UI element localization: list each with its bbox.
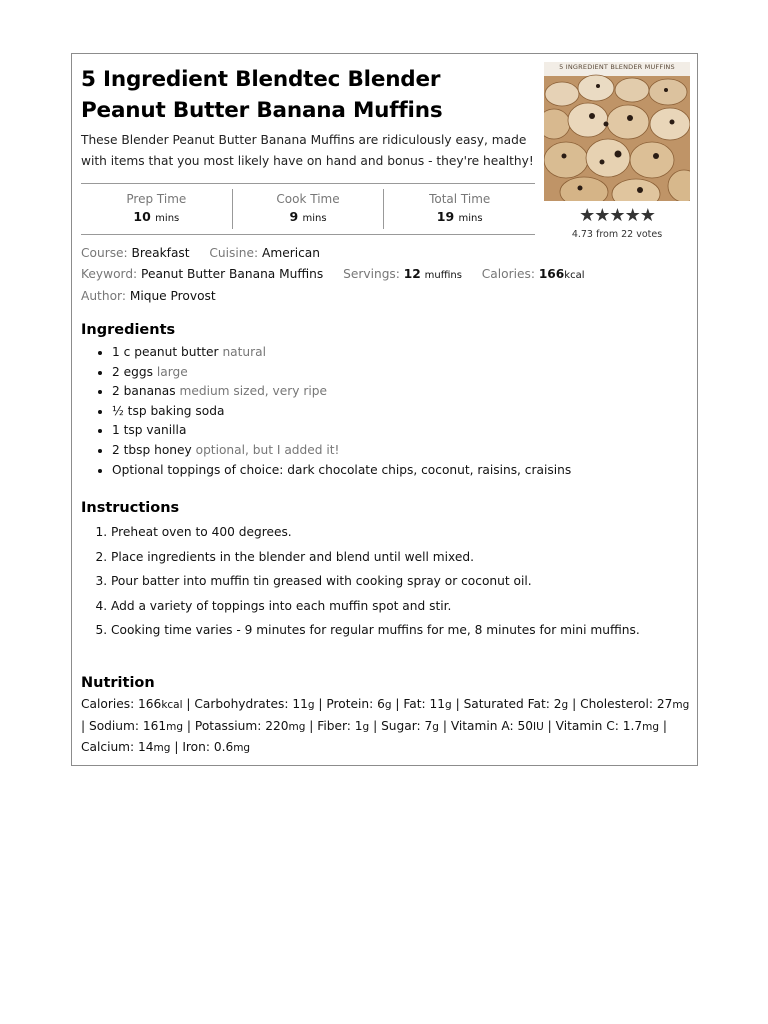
nutrition-label: Fiber:: [317, 718, 355, 733]
nutrition-value: 2: [553, 697, 562, 711]
nutrition-item: [81, 740, 170, 754]
nutrition-unit: g: [384, 699, 392, 711]
nutrition-unit: g: [445, 699, 452, 711]
keyword-label: Keyword:: [81, 266, 138, 281]
nutrition-unit: mg: [233, 742, 251, 754]
ingredient-note: natural: [222, 345, 266, 359]
ingredient-item: [112, 421, 571, 441]
ingredient-name: bananas: [123, 384, 176, 399]
total-time-number: 19: [436, 209, 455, 224]
nutrition-value: 6: [377, 697, 385, 711]
ingredient-name: peanut butter: [134, 345, 219, 359]
nutrition-value: 14: [138, 740, 154, 754]
ingredient-amount: 2: [112, 384, 120, 399]
cuisine-value: American: [261, 246, 320, 260]
cook-time-label: Cook Time: [276, 192, 340, 206]
nutrition-label: Protein:: [326, 697, 378, 711]
nutrition-value: 11: [292, 697, 308, 711]
author-value: Mique Provost: [129, 289, 216, 303]
ingredient-item: [112, 382, 571, 402]
nutrition-item: [326, 697, 391, 711]
cook-time-value: [233, 207, 384, 228]
nutrition-item: [451, 719, 544, 733]
ingredient-item: [112, 461, 571, 481]
recipe-title: 5 Ingredient Blendtec Blender Peanut Butter Banana Muffins: [81, 67, 443, 123]
muffins-image: [544, 62, 690, 201]
nutrition-unit: g: [362, 720, 370, 733]
servings-unit: muffins: [424, 269, 462, 281]
calories-value: 166: [538, 266, 565, 281]
ingredients-heading: Ingredients: [81, 322, 176, 338]
nutrition-label: Sugar:: [381, 718, 425, 733]
ingredient-name: baking soda: [150, 403, 225, 418]
calories-label: Calories:: [481, 266, 535, 281]
nutrition-unit: mg: [672, 699, 690, 711]
nutrition-item: [381, 719, 439, 733]
ingredient-item: [112, 402, 571, 422]
prep-time-label: Prep Time: [126, 192, 187, 206]
meta-row-course: [81, 243, 601, 264]
ingredient-amount: 2 tbsp: [112, 442, 151, 457]
ingredient-item: [112, 363, 571, 383]
meta-row-author: [81, 286, 601, 307]
prep-time-number: 10: [133, 209, 151, 224]
nutrition-item: [464, 697, 569, 711]
recipe-card: [71, 53, 698, 766]
nutrition-item: [556, 719, 659, 733]
nutrition-unit: mg: [288, 720, 306, 733]
ingredient-item: [112, 441, 571, 461]
author-label: Author:: [81, 289, 126, 303]
nutrition-facts: Calories: 166kcal | Carbohydrates: 11g | Protein: 6g | Fat: 11g | Saturated Fat: 2g | Cholesterol: 27mg | Sodium: 161mg | Potassium: 220mg | Fiber: 1g | Sugar: 7g | Vitamin A: 50IU | Vitamin C: 1.7mg | Calcium: 14mg | Iron: 0.6mg: [81, 697, 690, 754]
recipe-summary: These Blender Peanut Butter Banana Muffins are ridiculously easy, made with items that you most likely have on hand and bonus - they're healthy!: [81, 133, 534, 168]
calories-unit: kcal: [564, 269, 585, 281]
servings-label: Servings:: [343, 266, 400, 281]
rating-votes: 4.73 from 22 votes: [571, 229, 663, 240]
nutrition-label: Vitamin C:: [555, 718, 623, 733]
nutrition-unit: mg: [153, 742, 171, 754]
nutrition-label: Calcium:: [81, 740, 139, 754]
nutrition-item: [403, 697, 451, 711]
total-time-value: [384, 207, 535, 228]
nutrition-label: Vitamin A:: [450, 718, 518, 733]
ingredient-name: honey: [154, 442, 192, 457]
nutrition-value: 1.7: [622, 718, 643, 733]
prep-time-value: [81, 207, 232, 228]
instruction-step: 2. Place ingredients in the blender and blend until well mixed.: [111, 545, 640, 570]
total-time-unit: mins: [458, 213, 483, 224]
nutrition-unit: g: [432, 720, 439, 733]
nutrition-label: Sodium:: [88, 718, 143, 733]
nutrition-value: 27: [656, 697, 673, 711]
nutrition-label: Potassium:: [194, 718, 266, 733]
keyword-value: Peanut Butter Banana Muffins: [141, 266, 324, 281]
ingredient-note: medium sized, very ripe: [179, 384, 327, 399]
nutrition-value: 220: [265, 718, 289, 733]
recipe-meta: [81, 243, 601, 307]
nutrition-unit: mg: [166, 720, 184, 733]
servings-value[interactable]: 12: [403, 266, 421, 281]
nutrition-value: 11: [429, 697, 446, 711]
nutrition-label: Cholesterol:: [580, 697, 657, 711]
recipe-times: [81, 183, 535, 235]
recipe-rating[interactable]: [544, 206, 690, 240]
ingredient-amount: 1 tsp: [112, 423, 143, 438]
nutrition-label: Saturated Fat:: [463, 697, 554, 711]
ingredient-amount: ½ tsp: [112, 403, 147, 418]
ingredients-list: [81, 343, 571, 480]
nutrition-unit: mg: [642, 720, 660, 733]
instruction-step: 1. Preheat oven to 400 degrees.: [111, 520, 640, 545]
ingredient-note: optional, but I added it!: [195, 442, 340, 457]
total-time: [383, 189, 535, 229]
ingredient-name: Optional toppings of choice: dark chocolate chips, coconut, raisins, craisins: [112, 462, 572, 477]
cook-time-unit: mins: [302, 213, 327, 224]
instruction-step: 5. Cooking time varies - 9 minutes for regular muffins for me, 8 minutes for mini muffins.: [111, 618, 640, 643]
cuisine-label: Cuisine:: [209, 246, 259, 260]
nutrition-value: 166: [138, 697, 162, 711]
ingredient-amount: 2: [112, 364, 120, 379]
nutrition-item: [182, 740, 250, 754]
cook-time: [232, 189, 384, 229]
course-value: Breakfast: [131, 246, 190, 260]
nutrition-label: Carbohydrates:: [194, 697, 293, 711]
nutrition-item: [580, 697, 689, 711]
nutrition-label: Calories:: [81, 697, 139, 711]
instruction-step: 4. Add a variety of toppings into each muffin spot and stir.: [111, 594, 640, 619]
ingredient-note: large: [156, 364, 188, 379]
nutrition-item: [194, 697, 314, 711]
nutrition-value: 50: [517, 718, 533, 733]
instructions-heading: Instructions: [81, 500, 180, 516]
prep-time-unit: mins: [155, 213, 180, 224]
ingredient-amount: 1 c: [112, 345, 131, 359]
nutrition-unit: kcal: [161, 699, 183, 711]
cook-time-number: 9: [289, 209, 299, 224]
instruction-step: 3. Pour batter into muffin tin greased with cooking spray or coconut oil.: [111, 569, 640, 594]
ingredient-item: [112, 343, 571, 363]
nutrition-value: 1: [354, 718, 363, 733]
nutrition-item: [195, 719, 305, 733]
nutrition-heading: Nutrition: [81, 675, 155, 691]
nutrition-item: [81, 697, 183, 711]
nutrition-unit: g: [307, 699, 315, 711]
prep-time: [81, 184, 232, 234]
nutrition-item: [317, 719, 369, 733]
star-rating-icons[interactable]: ★★★★★: [579, 205, 655, 226]
nutrition-label: Iron:: [182, 740, 214, 754]
nutrition-unit: IU: [533, 720, 544, 733]
instructions-list: [81, 520, 640, 643]
course-label: Course:: [81, 246, 128, 260]
ingredient-name: vanilla: [146, 423, 187, 438]
photo-caption: 5 INGREDIENT BLENDER MUFFINS: [559, 63, 675, 71]
nutrition-value: 0.6: [213, 740, 234, 754]
meta-row-keyword: [81, 264, 601, 287]
total-time-label: Total Time: [429, 192, 491, 206]
nutrition-label: Fat:: [403, 697, 430, 711]
nutrition-item: [89, 719, 183, 733]
nutrition-unit: g: [561, 699, 569, 711]
ingredient-name: eggs: [123, 364, 153, 379]
recipe-photo: [544, 62, 690, 201]
nutrition-value: 161: [142, 718, 167, 733]
nutrition-value: 7: [424, 718, 433, 733]
